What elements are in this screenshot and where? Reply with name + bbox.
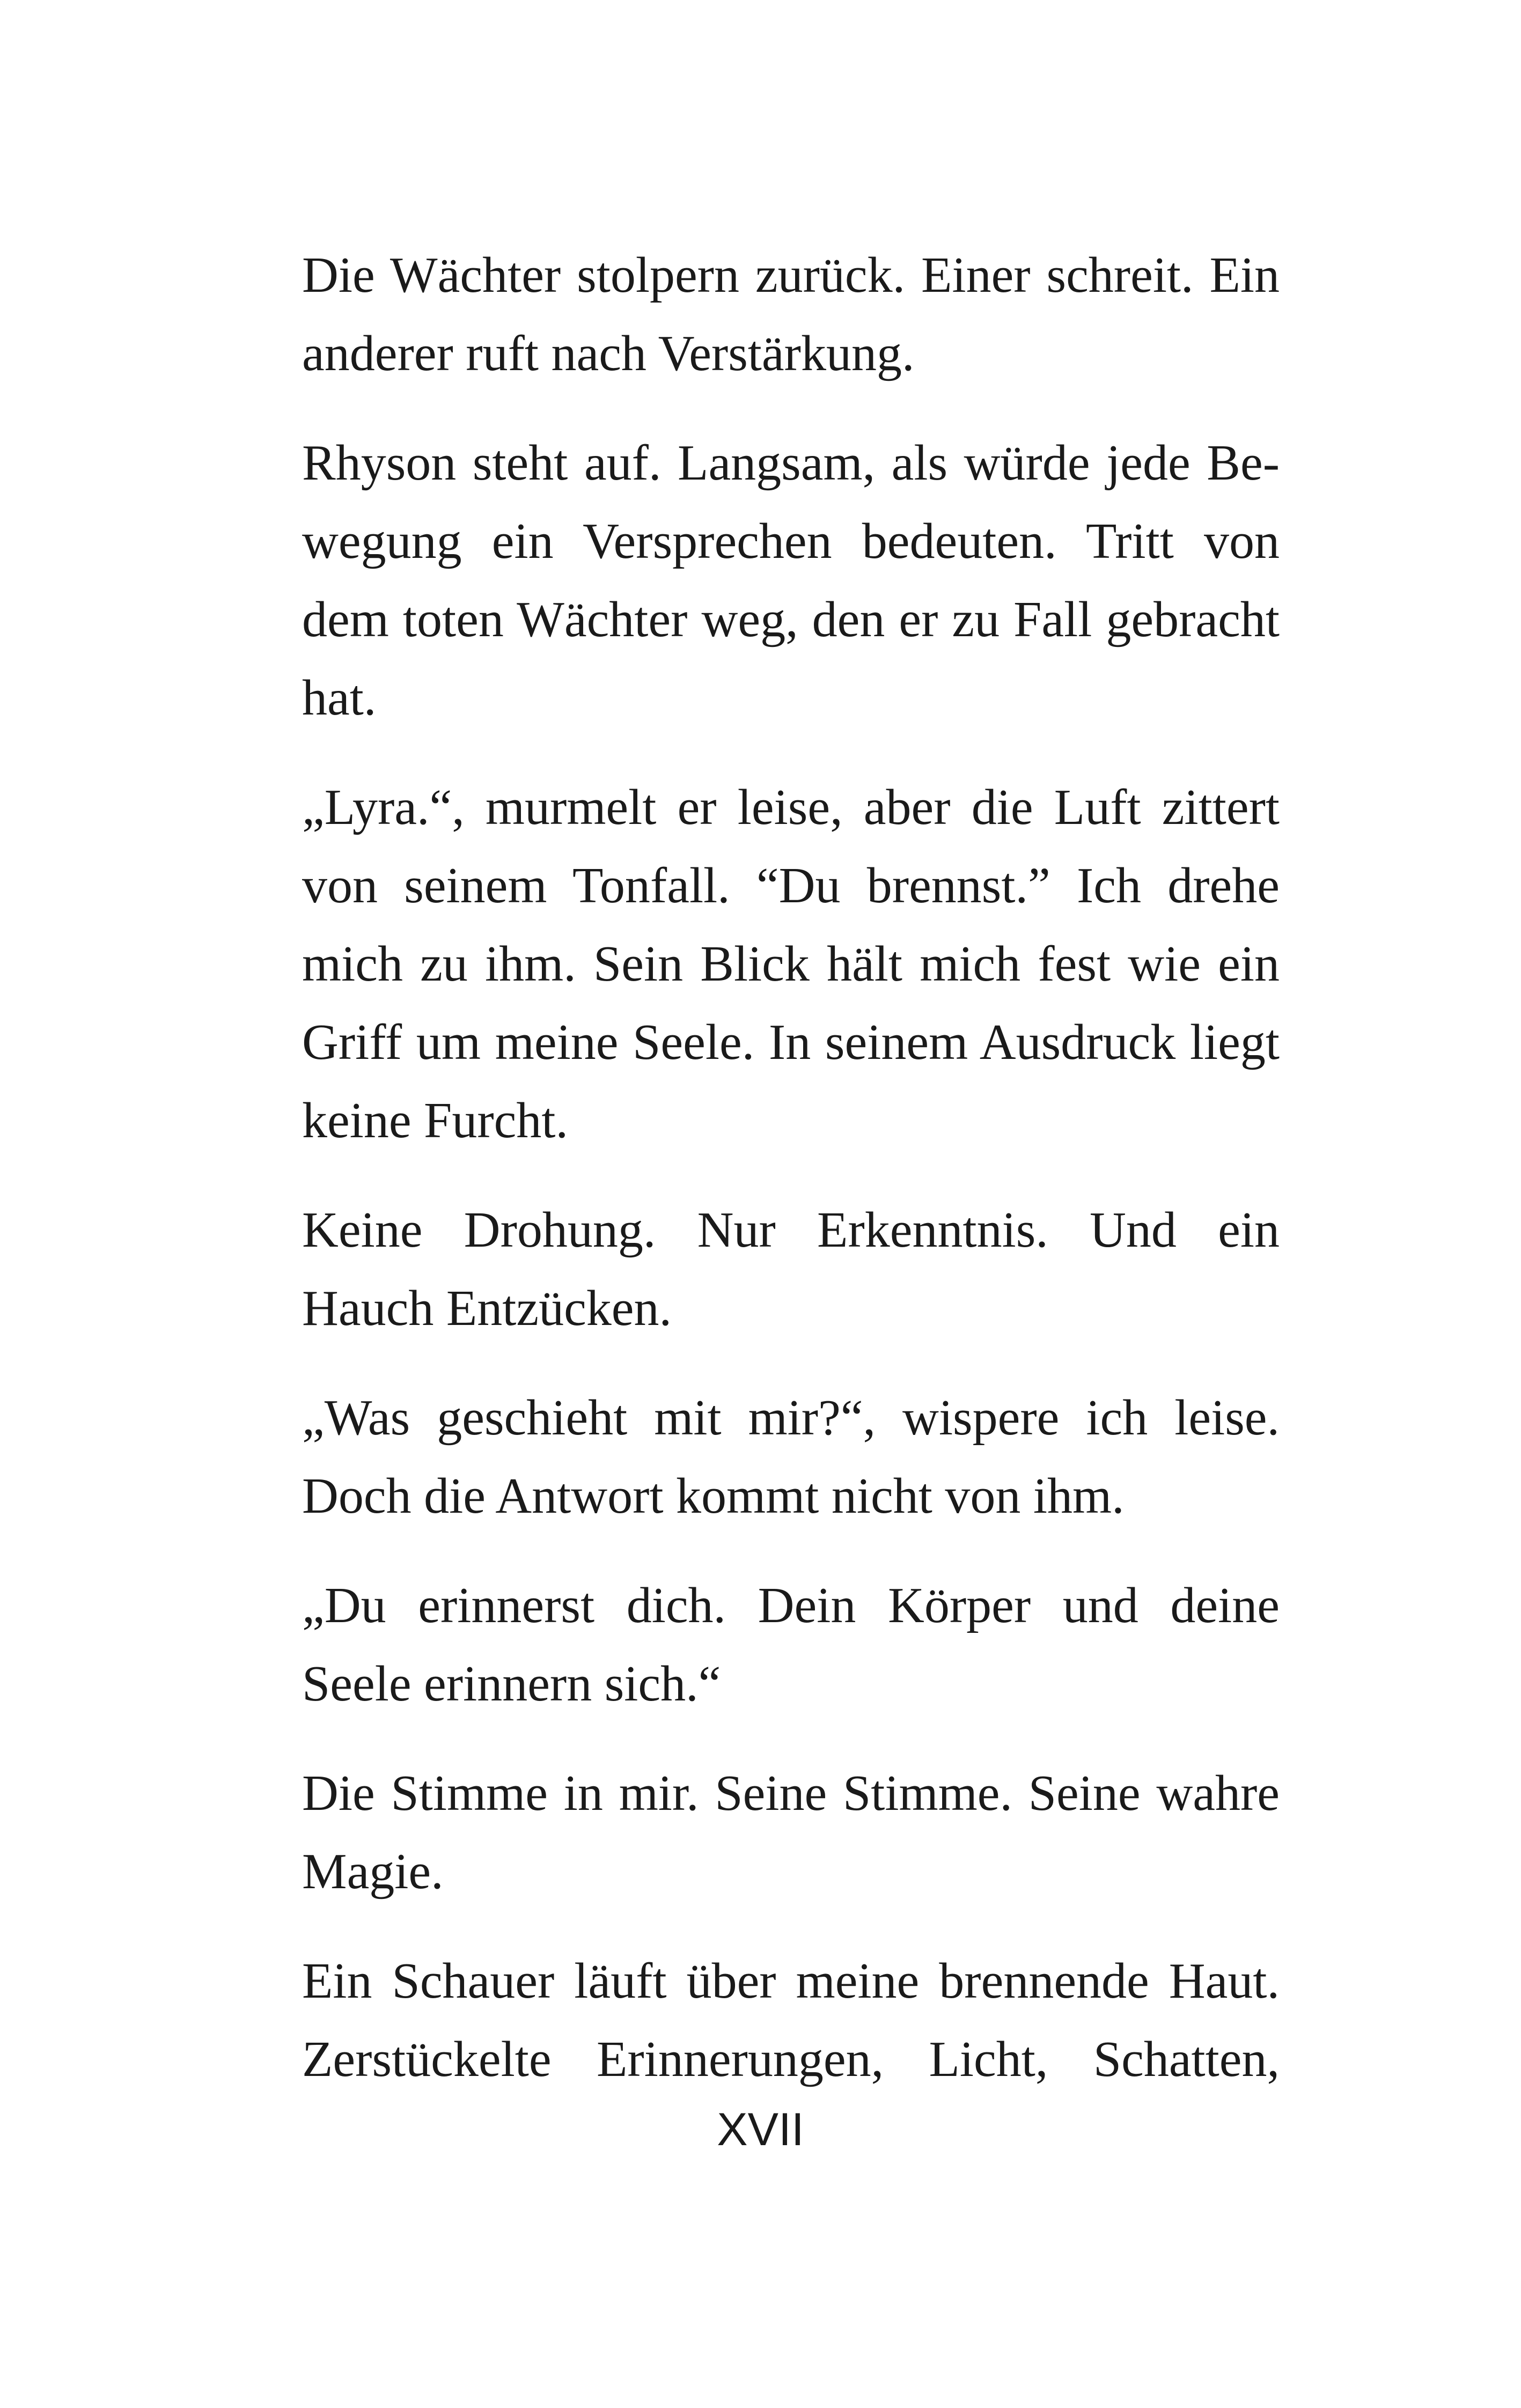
paragraph: Ein Schauer läuft über meine brennende Haut. Zerstückelte Erinnerungen, Licht, Schatten, xyxy=(302,1953,1280,2087)
body-text xyxy=(302,236,1280,2098)
paragraph: Keine Drohung. Nur Erkenntnis. Und ein Hauch Entzücken. xyxy=(302,1202,1280,1336)
paragraph: „Du erinnerst dich. Dein Körper und deine Seele erinnern sich.“ xyxy=(302,1578,1280,1712)
paragraph: Die Stimme in mir. Seine Stimme. Seine wahre Magie. xyxy=(302,1765,1280,1899)
paragraph: Rhyson steht auf. Langsam, als würde jede Bewegung ein Versprechen bedeuten. Tritt von dem toten Wächter weg, den er zu Fall gebracht hat. xyxy=(302,435,1280,726)
paragraph: Die Wächter stolpern zurück. Einer schreit. Ein anderer ruft nach Verstärkung. xyxy=(302,247,1280,381)
paragraph: „Was geschieht mit mir?“, wispere ich leise. Doch die Antwort kommt nicht von ihm. xyxy=(302,1390,1280,1524)
paragraph: „Lyra.“, murmelt er leise, aber die Luft zittert von seinem Tonfall. “Du brennst.” Ich drehe mich zu ihm. Sein Blick hält mich fest wie ein Griff um meine Seele. In seinem Ausdruck liegt keine Furcht. xyxy=(302,779,1280,1148)
page-number: XVII xyxy=(717,2104,804,2155)
